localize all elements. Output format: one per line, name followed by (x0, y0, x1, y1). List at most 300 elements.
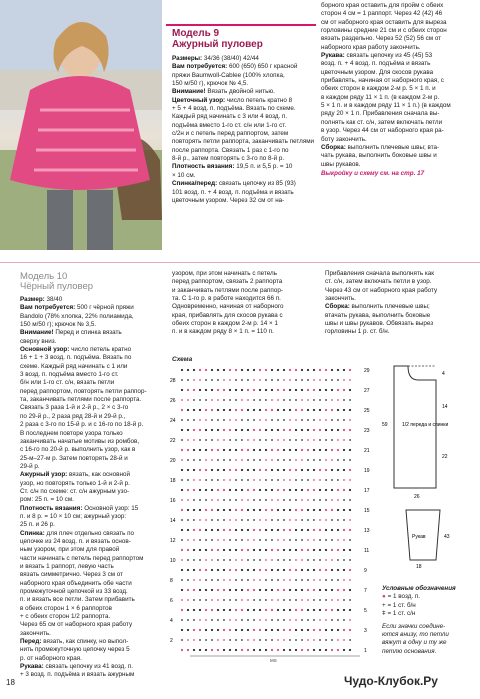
chart-stitch (301, 559, 303, 561)
chart-stitch (223, 559, 225, 561)
chart-stitch (211, 649, 213, 651)
chart-stitch (307, 489, 309, 491)
chart-stitch (319, 449, 321, 451)
chart-stitch (289, 409, 291, 411)
chart-stitch (187, 389, 189, 391)
chart-stitch (193, 529, 195, 531)
chart-stitch (181, 439, 183, 441)
chart-stitch (319, 459, 321, 461)
chart-stitch (199, 439, 201, 441)
chart-stitch (229, 389, 231, 391)
chart-stitch (181, 499, 183, 501)
chart-stitch (217, 549, 219, 551)
chart-stitch (313, 409, 315, 411)
chart-stitch (349, 419, 351, 421)
chart-stitch (229, 489, 231, 491)
chart-stitch (343, 559, 345, 561)
chart-stitch (331, 449, 333, 451)
chart-stitch (235, 469, 237, 471)
chart-stitch (223, 429, 225, 431)
chart-stitch (301, 409, 303, 411)
chart-stitch (193, 379, 195, 381)
chart-stitch (229, 399, 231, 401)
model9-header-bar (166, 24, 316, 26)
chart-stitch (211, 439, 213, 441)
chart-stitch (307, 609, 309, 611)
chart-stitch (187, 459, 189, 461)
chart-stitch (295, 609, 297, 611)
chart-stitch (265, 559, 267, 561)
chart-stitch (319, 409, 321, 411)
chart-stitch (229, 639, 231, 641)
chart-stitch (241, 519, 243, 521)
chart-stitch (319, 549, 321, 551)
chart-stitch (277, 459, 279, 461)
chart-stitch (331, 519, 333, 521)
chart-stitch (319, 579, 321, 581)
chart-stitch (223, 459, 225, 461)
chart-stitch (343, 369, 345, 371)
chart-stitch (277, 439, 279, 441)
sc-icon: + (382, 601, 386, 609)
crochet-chart (170, 364, 375, 664)
chart-stitch (193, 399, 195, 401)
chart-stitch (259, 649, 261, 651)
chart-stitch (343, 539, 345, 541)
chart-stitch (343, 599, 345, 601)
text-line: втачать рукава, выполнить боковые (325, 311, 431, 319)
chart-stitch (199, 499, 201, 501)
chart-stitch (337, 439, 339, 441)
chart-stitch (271, 639, 273, 641)
chart-stitch (277, 389, 279, 391)
chart-stitch (253, 459, 255, 461)
chart-rows (170, 368, 370, 654)
chart-stitch (181, 449, 183, 451)
chart-stitch (319, 599, 321, 601)
text-line: боту закончить. (321, 135, 367, 143)
chart-stitch (247, 589, 249, 591)
chart-stitch (343, 379, 345, 381)
chart-stitch (277, 639, 279, 641)
chart-stitch (187, 469, 189, 471)
chart-stitch (283, 619, 285, 621)
chart-stitch (187, 489, 189, 491)
chart-stitch (301, 639, 303, 641)
chart-stitch (331, 599, 333, 601)
chart-stitch (211, 499, 213, 501)
chart-stitch (301, 449, 303, 451)
chart-stitch (241, 579, 243, 581)
chart-stitch (253, 529, 255, 531)
chart-stitch (277, 409, 279, 411)
chart-stitch (235, 449, 237, 451)
chart-stitch (229, 549, 231, 551)
text-line: п. и 8 р. = 10 × 10 см; ажурный узор: (20, 512, 127, 520)
chart-stitch (193, 569, 195, 571)
chart-stitch (283, 379, 285, 381)
chart-stitch (247, 399, 249, 401)
chart-stitch (325, 539, 327, 541)
chart-stitch (229, 479, 231, 481)
row-number-odd: 3 (364, 628, 367, 634)
chart-stitch (325, 449, 327, 451)
text-line: Плотность вязания: Основной узор: 15 (20, 504, 139, 512)
chart-stitch (235, 579, 237, 581)
chart-stitch (289, 619, 291, 621)
chart-stitch (247, 639, 249, 641)
chart-stitch (271, 549, 273, 551)
text-line: чать рукава, выполнить боковые швы и (321, 152, 437, 160)
chart-stitch (217, 439, 219, 441)
chart-stitch (187, 639, 189, 641)
chart-stitch (277, 519, 279, 521)
chart-stitch (349, 469, 351, 471)
chart-stitch (235, 619, 237, 621)
chart-stitch (307, 459, 309, 461)
chart-stitch (187, 439, 189, 441)
chart-stitch (277, 649, 279, 651)
chart-stitch (247, 629, 249, 631)
chart-stitch (295, 639, 297, 641)
chart-stitch (283, 579, 285, 581)
chart-stitch (211, 559, 213, 561)
chart-stitch (235, 599, 237, 601)
chart-stitch (343, 399, 345, 401)
chart-stitch (241, 389, 243, 391)
chart-stitch (301, 609, 303, 611)
chart-stitch (301, 599, 303, 601)
chart-stitch (205, 519, 207, 521)
text-line: + 3 возд. п. подъёма и вязать ажурным (20, 671, 135, 679)
chart-stitch (217, 449, 219, 451)
chart-stitch (217, 569, 219, 571)
chart-stitch (199, 379, 201, 381)
chart-stitch (205, 369, 207, 371)
chart-stitch (313, 369, 315, 371)
measure-18: 18 (416, 564, 422, 570)
garment-pattern (378, 360, 478, 570)
chart-stitch (217, 629, 219, 631)
chart-stitch (331, 589, 333, 591)
row-number-even: 10 (170, 558, 176, 564)
chart-stitch (307, 649, 309, 651)
chart-stitch (259, 469, 261, 471)
chart-stitch (283, 399, 285, 401)
chart-stitch (235, 639, 237, 641)
text-line: 3 возд. п. подъёма вместо 1-го ст. (20, 371, 119, 379)
model10-title-name: Чёрный пуловер (20, 281, 94, 292)
text-line: 5 × 1 п. и в каждом ряду 11 × 1 п.) (в каждом (321, 102, 451, 110)
text-line: в обеих сторон 1 × 6 раппортов (20, 604, 113, 612)
chart-stitch (235, 509, 237, 511)
chart-stitch (205, 419, 207, 421)
chart-stitch (343, 609, 345, 611)
chart-stitch (241, 449, 243, 451)
measure-26: 26 (414, 494, 420, 500)
chart-stitch (325, 429, 327, 431)
text-line: вязать симметрично. Через 3 см от (20, 571, 124, 579)
chart-stitch (313, 379, 315, 381)
chart-stitch (223, 469, 225, 471)
chart-stitch (343, 619, 345, 621)
sleeve-label: Рукав (412, 534, 426, 540)
chart-stitch (205, 479, 207, 481)
chart-stitch (283, 529, 285, 531)
chart-stitch (325, 399, 327, 401)
chart-stitch (301, 399, 303, 401)
chart-stitch (205, 409, 207, 411)
row-number-even: 6 (170, 598, 173, 604)
chart-stitch (217, 539, 219, 541)
chart-stitch (277, 469, 279, 471)
text-line: швы рукавов. (321, 160, 361, 168)
chart-stitch (211, 409, 213, 411)
chart-stitch (265, 409, 267, 411)
chart-stitch (241, 589, 243, 591)
chart-stitch (265, 489, 267, 491)
chart-stitch (187, 409, 189, 411)
chart-stitch (217, 429, 219, 431)
chart-stitch (247, 469, 249, 471)
chart-stitch (349, 549, 351, 551)
chart-stitch (259, 379, 261, 381)
chart-stitch (307, 599, 309, 601)
chart-stitch (349, 429, 351, 431)
chart-stitch (247, 609, 249, 611)
chart-stitch (241, 369, 243, 371)
chart-stitch (205, 439, 207, 441)
text-line: сверху вниз. (20, 337, 57, 345)
chart-stitch (313, 529, 315, 531)
chart-stitch (283, 519, 285, 521)
text-line: Каждый ряд начинать с 3 или 4 возд. п. (172, 113, 288, 121)
chart-stitch (343, 409, 345, 411)
chart-stitch (217, 379, 219, 381)
chart-stitch (295, 549, 297, 551)
chart-stitch (229, 429, 231, 431)
chart-stitch (187, 529, 189, 531)
chart-stitch (223, 569, 225, 571)
chart-stitch (211, 529, 213, 531)
chart-stitch (217, 469, 219, 471)
chart-stitch (283, 649, 285, 651)
chart-stitch (337, 429, 339, 431)
row-number-odd: 15 (364, 508, 370, 514)
chart-stitch (187, 549, 189, 551)
chart-stitch (301, 529, 303, 531)
chart-stitch (193, 559, 195, 561)
chart-stitch (331, 459, 333, 461)
chart-stitch (343, 529, 345, 531)
chart-stitch (271, 519, 273, 521)
chart-stitch (331, 419, 333, 421)
chart-stitch (349, 639, 351, 641)
chart-stitch (241, 409, 243, 411)
text-line: 25 п. и 26 р. (20, 521, 55, 529)
chart-stitch (217, 639, 219, 641)
chart-stitch (283, 639, 285, 641)
chart-stitch (211, 619, 213, 621)
text-line: обеих сторон в каждом 2-м р. 5 × 1 п. и (321, 85, 436, 93)
chart-stitch (325, 409, 327, 411)
chart-stitch (259, 399, 261, 401)
chart-stitch (295, 409, 297, 411)
chart-stitch (307, 369, 309, 371)
chart-stitch (313, 459, 315, 461)
chart-stitch (193, 629, 195, 631)
text-line: Вам потребуется: 500 г чёрной пряжи (20, 304, 134, 312)
chart-stitch (217, 479, 219, 481)
chart-stitch (205, 629, 207, 631)
chart-stitch (253, 399, 255, 401)
chart-stitch (313, 539, 315, 541)
chart-stitch (229, 609, 231, 611)
chart-stitch (235, 379, 237, 381)
body-label: 1/2 переда и спинки (402, 422, 449, 428)
chart-stitch (313, 389, 315, 391)
chart-stitch (187, 609, 189, 611)
chart-stitch (343, 449, 345, 451)
chart-stitch (301, 459, 303, 461)
text-line: возд. п. + 4 возд. п. подъёма и вязать (321, 60, 431, 68)
chart-stitch (319, 649, 321, 651)
text-line: и вязать 1 раппорт, левую часть (20, 563, 114, 570)
chart-stitch (205, 539, 207, 541)
chart-stitch (253, 439, 255, 441)
chart-stitch (271, 429, 273, 431)
chart-stitch (241, 639, 243, 641)
text-line: Перед: вязать, как спинку, но выпол- (20, 638, 129, 646)
chart-stitch (199, 479, 201, 481)
dc-icon: ǂ (382, 610, 386, 618)
chart-stitch (343, 489, 345, 491)
chart-stitch (181, 409, 183, 411)
text-line: Внимание! Вязать двойной нитью. (172, 88, 275, 96)
chart-stitch (193, 579, 195, 581)
chart-stitch (295, 589, 297, 591)
chart-stitch (277, 399, 279, 401)
chart-stitch (199, 429, 201, 431)
chart-stitch (247, 649, 249, 651)
chart-stitch (295, 559, 297, 561)
chart-stitch (271, 629, 273, 631)
chart-stitch (283, 629, 285, 631)
chart-stitch (337, 389, 339, 391)
chart-stitch (205, 569, 207, 571)
chart-stitch (307, 539, 309, 541)
chart-stitch (187, 479, 189, 481)
chart-stitch (217, 529, 219, 531)
row-number-even: 28 (170, 378, 176, 384)
chart-stitch (247, 389, 249, 391)
chart-stitch (259, 549, 261, 551)
text-line: перед раппортом, повторять петли раппор- (20, 387, 147, 395)
chart-stitch (229, 469, 231, 471)
chart-stitch (319, 499, 321, 501)
chart-stitch (241, 439, 243, 441)
chart-stitch (247, 569, 249, 571)
chart-stitch (337, 519, 339, 521)
chart-stitch (271, 559, 273, 561)
chart-stitch (349, 649, 351, 651)
text-line: наборного края объединить обе части (20, 579, 132, 587)
chart-stitch (313, 499, 315, 501)
chart-stitch (331, 489, 333, 491)
text-line: Сборка: выполнить плечевые швы; (325, 303, 430, 311)
chart-stitch (211, 399, 213, 401)
chart-stitch (343, 479, 345, 481)
chart-stitch (259, 529, 261, 531)
chart-stitch (241, 489, 243, 491)
chart-stitch (181, 519, 183, 521)
chart-stitch (271, 439, 273, 441)
chart-stitch (277, 559, 279, 561)
chart-stitch (295, 479, 297, 481)
chart-stitch (271, 589, 273, 591)
chart-stitch (259, 499, 261, 501)
chart-stitch (337, 459, 339, 461)
chart-stitch (217, 499, 219, 501)
chart-stitch (241, 529, 243, 531)
model-photo (0, 0, 162, 250)
chart-stitch (331, 439, 333, 441)
text-line: узором, при этом начинать с петель (172, 270, 278, 277)
chart-stitch (247, 439, 249, 441)
chart-stitch (247, 409, 249, 411)
chart-stitch (349, 499, 351, 501)
chart-stitch (307, 389, 309, 391)
chart-stitch (217, 399, 219, 401)
chart-stitch (211, 429, 213, 431)
text-line: пряжи Baumwoll-Cablee (100% хлопка, (172, 71, 285, 79)
chart-stitch (319, 479, 321, 481)
chart-stitch (319, 429, 321, 431)
chart-stitch (223, 599, 225, 601)
chart-stitch (229, 539, 231, 541)
chart-stitch (211, 519, 213, 521)
chart-stitch (259, 449, 261, 451)
chart-stitch (349, 479, 351, 481)
chart-stitch (301, 569, 303, 571)
page-number: 18 (6, 678, 15, 687)
chart-stitch (313, 619, 315, 621)
chart-stitch (331, 649, 333, 651)
chart-stitch (349, 459, 351, 461)
chart-stitch (193, 429, 195, 431)
chart-stitch (319, 389, 321, 391)
chart-stitch (301, 389, 303, 391)
chart-stitch (205, 489, 207, 491)
chart-stitch (337, 399, 339, 401)
chart-stitch (337, 629, 339, 631)
chart-stitch (199, 419, 201, 421)
chart-stitch (253, 469, 255, 471)
chart-stitch (307, 409, 309, 411)
row-number-even: 16 (170, 498, 176, 504)
chart-stitch (211, 479, 213, 481)
text-line: 150 м/50 г); крючок № 3,5. (20, 321, 97, 329)
chart-stitch (211, 489, 213, 491)
row-number-even: 14 (170, 518, 176, 524)
text-line: Вам потребуется: 600 (650) 650 г красной (172, 63, 298, 71)
row-number-even: 26 (170, 398, 176, 404)
chart-stitch (199, 569, 201, 571)
model10-title-number: Модель 10 (20, 271, 68, 282)
model9-title-number: Модель 9 (172, 28, 220, 39)
chart-stitch (325, 529, 327, 531)
chart-stitch (337, 499, 339, 501)
